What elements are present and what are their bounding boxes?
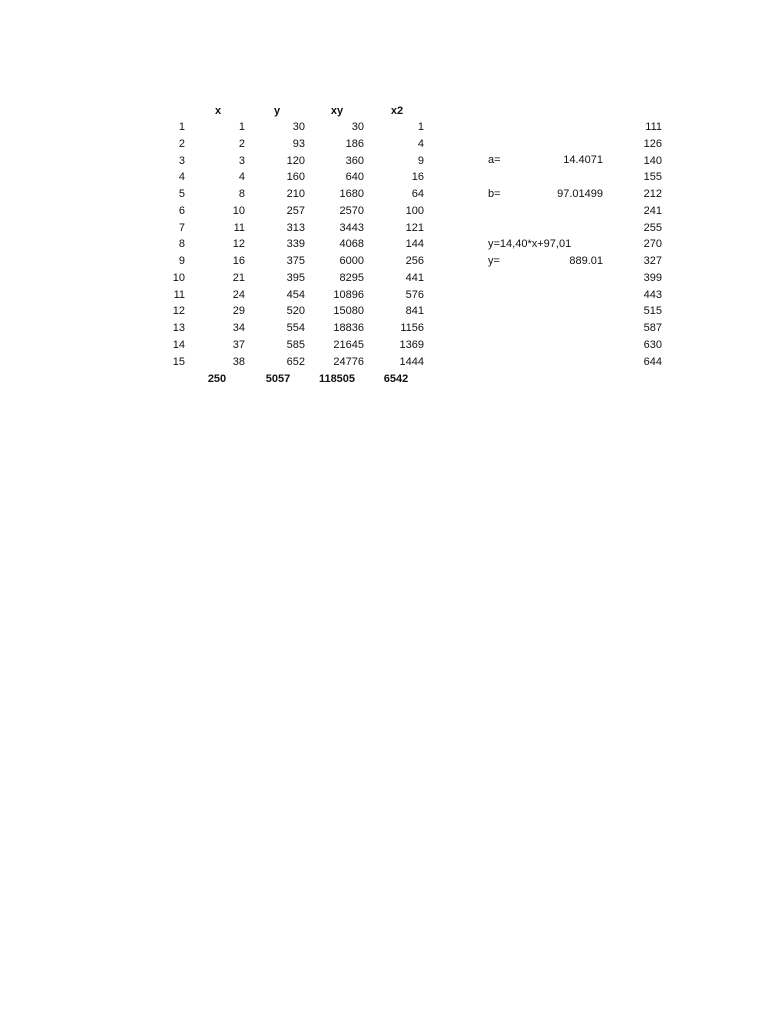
header-xy: xy bbox=[330, 105, 344, 117]
cell-x: 29 bbox=[232, 305, 245, 317]
total-xy: 118505 bbox=[318, 373, 356, 385]
cell-y: 652 bbox=[286, 356, 305, 368]
cell-y: 395 bbox=[286, 272, 305, 284]
row-index: 1 bbox=[178, 121, 185, 133]
cell-xy: 2570 bbox=[339, 205, 364, 217]
cell-xy: 186 bbox=[345, 138, 364, 150]
cell-right-value: 212 bbox=[643, 188, 662, 200]
row-index: 15 bbox=[172, 356, 185, 368]
cell-y: 257 bbox=[286, 205, 305, 217]
cell-y: 339 bbox=[286, 238, 305, 250]
cell-xy: 3443 bbox=[339, 222, 364, 234]
cell-x: 10 bbox=[232, 205, 245, 217]
cell-y: 93 bbox=[292, 138, 305, 150]
cell-y: 210 bbox=[286, 188, 305, 200]
regression-equation: y=14,40*x+97,01 bbox=[488, 238, 572, 250]
cell-x2: 1369 bbox=[399, 339, 424, 351]
cell-right-value: 270 bbox=[643, 238, 662, 250]
cell-x2: 1156 bbox=[400, 322, 424, 334]
y-value: 889.01 bbox=[569, 255, 603, 267]
cell-xy: 4068 bbox=[339, 238, 364, 250]
row-index: 8 bbox=[178, 238, 185, 250]
cell-xy: 10896 bbox=[333, 289, 364, 301]
b-value: 97.01499 bbox=[557, 188, 603, 200]
cell-right-value: 327 bbox=[643, 255, 662, 267]
cell-x2: 121 bbox=[405, 222, 424, 234]
cell-xy: 24776 bbox=[333, 356, 364, 368]
y-label: y= bbox=[488, 255, 500, 267]
cell-xy: 1680 bbox=[339, 188, 364, 200]
a-label: a= bbox=[488, 154, 501, 166]
cell-x: 1 bbox=[238, 121, 245, 133]
row-index: 14 bbox=[172, 339, 185, 351]
cell-x: 38 bbox=[232, 356, 245, 368]
cell-y: 120 bbox=[286, 155, 305, 167]
cell-right-value: 630 bbox=[643, 339, 662, 351]
cell-right-value: 111 bbox=[645, 121, 662, 133]
cell-x: 21 bbox=[232, 272, 245, 284]
header-x2: x2 bbox=[390, 105, 404, 117]
cell-xy: 21645 bbox=[333, 339, 364, 351]
cell-x: 4 bbox=[238, 171, 245, 183]
cell-x2: 144 bbox=[405, 238, 424, 250]
row-index: 3 bbox=[178, 155, 185, 167]
cell-x: 2 bbox=[238, 138, 245, 150]
cell-x: 34 bbox=[232, 322, 245, 334]
cell-xy: 30 bbox=[351, 121, 364, 133]
total-y: 5057 bbox=[265, 373, 291, 385]
cell-x2: 1 bbox=[417, 121, 424, 133]
cell-y: 520 bbox=[286, 305, 305, 317]
row-index: 12 bbox=[172, 305, 185, 317]
a-value: 14.4071 bbox=[563, 154, 603, 166]
total-x: 250 bbox=[207, 373, 227, 385]
cell-right-value: 399 bbox=[643, 272, 662, 284]
cell-x2: 4 bbox=[417, 138, 424, 150]
cell-xy: 18836 bbox=[333, 322, 364, 334]
cell-x2: 9 bbox=[417, 155, 424, 167]
cell-xy: 640 bbox=[345, 171, 364, 183]
row-index: 4 bbox=[178, 171, 185, 183]
header-x: x bbox=[214, 105, 222, 117]
cell-y: 454 bbox=[286, 289, 305, 301]
row-index: 6 bbox=[178, 205, 185, 217]
cell-y: 30 bbox=[292, 121, 305, 133]
cell-xy: 360 bbox=[345, 155, 364, 167]
cell-right-value: 587 bbox=[643, 322, 662, 334]
cell-right-value: 126 bbox=[643, 138, 662, 150]
row-index: 2 bbox=[178, 138, 185, 150]
row-index: 9 bbox=[178, 255, 185, 267]
header-y: y bbox=[273, 105, 281, 117]
cell-x2: 256 bbox=[405, 255, 424, 267]
cell-x: 8 bbox=[238, 188, 245, 200]
cell-x: 3 bbox=[238, 155, 245, 167]
row-index: 13 bbox=[172, 322, 185, 334]
cell-x2: 441 bbox=[405, 272, 424, 284]
total-x2: 6542 bbox=[383, 373, 409, 385]
cell-xy: 8295 bbox=[339, 272, 364, 284]
cell-x2: 16 bbox=[411, 171, 424, 183]
cell-x2: 841 bbox=[405, 305, 424, 317]
cell-y: 585 bbox=[286, 339, 305, 351]
cell-x: 24 bbox=[232, 289, 245, 301]
cell-x: 12 bbox=[232, 238, 245, 250]
cell-x: 16 bbox=[232, 255, 245, 267]
row-index: 10 bbox=[172, 272, 185, 284]
cell-x2: 1444 bbox=[399, 356, 424, 368]
b-label: b= bbox=[488, 188, 501, 200]
cell-x: 11 bbox=[233, 222, 245, 234]
cell-right-value: 515 bbox=[643, 305, 662, 317]
cell-xy: 6000 bbox=[339, 255, 364, 267]
row-index: 11 bbox=[173, 289, 185, 301]
cell-right-value: 140 bbox=[643, 155, 662, 167]
row-index: 7 bbox=[178, 222, 185, 234]
cell-y: 554 bbox=[286, 322, 305, 334]
cell-right-value: 255 bbox=[643, 222, 662, 234]
cell-right-value: 155 bbox=[643, 171, 662, 183]
cell-x2: 64 bbox=[411, 188, 424, 200]
cell-y: 160 bbox=[286, 171, 305, 183]
cell-x2: 576 bbox=[405, 289, 424, 301]
cell-y: 375 bbox=[286, 255, 305, 267]
cell-right-value: 443 bbox=[643, 289, 662, 301]
cell-x2: 100 bbox=[405, 205, 424, 217]
row-index: 5 bbox=[178, 188, 185, 200]
cell-y: 313 bbox=[286, 222, 305, 234]
cell-right-value: 644 bbox=[643, 356, 662, 368]
cell-xy: 15080 bbox=[333, 305, 364, 317]
cell-x: 37 bbox=[232, 339, 245, 351]
cell-right-value: 241 bbox=[643, 205, 662, 217]
